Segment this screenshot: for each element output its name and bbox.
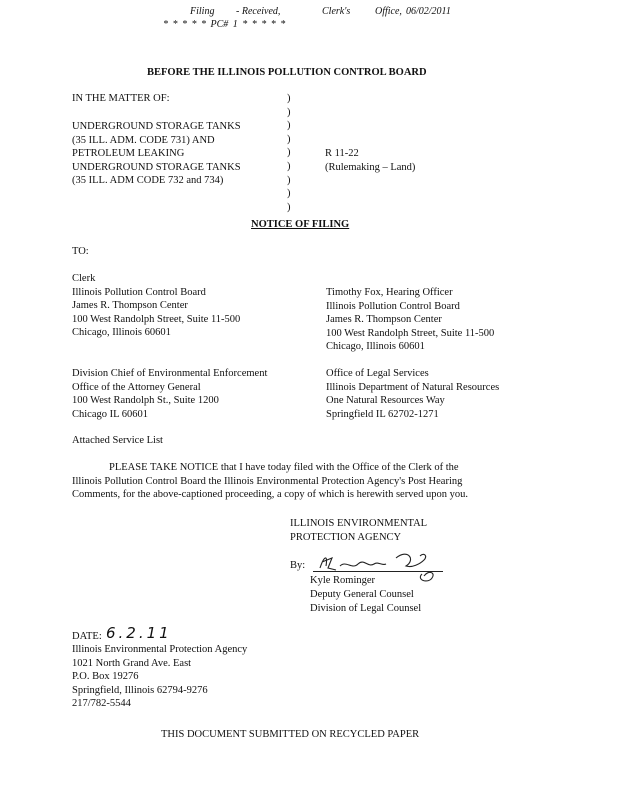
agency-name-line1: ILLINOIS ENVIRONMENTAL [290,518,428,529]
caption-paren: ) [287,106,291,118]
caption-line: (35 ILL. ADM CODE 732 and 734) [72,175,224,187]
address-line: Office of Legal Services [326,368,429,379]
agency-name-line2: PROTECTION AGENCY [290,532,402,543]
signature-line [313,571,443,572]
caption-paren: ) [287,201,291,213]
recipient-enforcement [72,367,267,421]
to-label: TO: [72,246,89,257]
caption-line: UNDERGROUND STORAGE TANKS [72,161,241,173]
signer-title: Deputy General Counsel [310,589,414,600]
address-line: Chicago IL 60601 [72,408,149,420]
recipient-legal-services [326,367,499,421]
docket-number: R 11-22 [325,148,359,159]
address-line: Chicago, Illinois 60601 [326,341,425,353]
stamp-pc-number: * * * * * PC# 1 * * * * * [163,19,286,30]
caption-line: UNDERGROUND STORAGE TANKS [72,121,241,132]
address-line: Chicago, Illinois 60601 [72,327,171,339]
stamp-date: 06/02/2011 [406,6,451,17]
by-label: By: [290,560,306,571]
caption-paren: ) [287,133,291,145]
recycled-paper-footer: THIS DOCUMENT SUBMITTED ON RECYCLED PAPER [161,729,420,740]
stamp-filing: Filing [190,6,215,17]
address-line: James R. Thompson Center [72,300,188,312]
address-line: 217/782-5544 [72,698,131,710]
recipient-clerk [72,272,240,340]
address-line: 100 West Randolph Street, Suite 11-500 [72,313,241,325]
caption-block [72,120,241,188]
address-line: 1021 North Grand Ave. East [72,657,192,669]
address-line: Illinois Pollution Control Board [326,300,460,312]
address-line: One Natural Resources Way [326,395,445,407]
address-line: Illinois Environmental Protection Agency [72,644,248,655]
date-label: DATE: [72,631,102,642]
caption-line: PETROLEUM LEAKING [72,148,185,160]
address-line: Springfield IL 62702-1271 [326,408,439,420]
stamp-received: - Received, [236,6,281,17]
caption-paren: ) [287,188,291,200]
caption-paren: ) [287,174,291,186]
caption-parentheses [287,92,291,214]
address-line: Division Chief of Environmental Enforcement [72,368,268,379]
address-line: Clerk [72,273,96,284]
signer-division: Division of Legal Counsel [310,603,422,614]
caption-in-matter: IN THE MATTER OF: [72,93,170,104]
agency-address [72,643,247,711]
notice-body-line: PLEASE TAKE NOTICE that I have today filed with the Office of the Clerk of the [109,462,459,473]
address-line: Springfield, Illinois 62794-9276 [72,684,208,696]
address-line: Illinois Department of Natural Resources [326,381,500,393]
attached-service-list: Attached Service List [72,435,163,446]
caption-paren: ) [287,147,291,159]
stamp-office: Office, [375,6,402,17]
address-line: Timothy Fox, Hearing Officer [326,287,453,298]
recipient-hearing-officer [326,286,494,354]
stamp-clerks: Clerk's [322,6,351,17]
date-handwritten: 6.2.11 [106,624,172,642]
docket-type: (Rulemaking – Land) [325,162,416,173]
board-title: BEFORE THE ILLINOIS POLLUTION CONTROL BOARD [147,67,427,78]
caption-line: (35 ILL. ADM. CODE 731) AND [72,134,215,146]
notice-title: NOTICE OF FILING [251,219,350,230]
caption-paren: ) [287,160,291,172]
address-line: James R. Thompson Center [326,314,442,326]
address-line: 100 West Randolph Street, Suite 11-500 [326,327,495,339]
address-line: 100 West Randolph St., Suite 1200 [72,395,219,407]
caption-paren: ) [287,93,291,104]
notice-body [72,461,468,502]
signer-name: Kyle Rominger [310,575,376,586]
address-line: Office of the Attorney General [72,381,201,393]
caption-paren: ) [287,120,291,132]
address-line: P.O. Box 19276 [72,671,139,683]
notice-body-line: Illinois Pollution Control Board the Illinois Environmental Protection Agency's Post Hearing [72,475,463,487]
address-line: Illinois Pollution Control Board [72,286,206,298]
notice-body-line: Comments, for the above-captioned proceeding, a copy of which is herewith served upon you. [72,489,468,501]
